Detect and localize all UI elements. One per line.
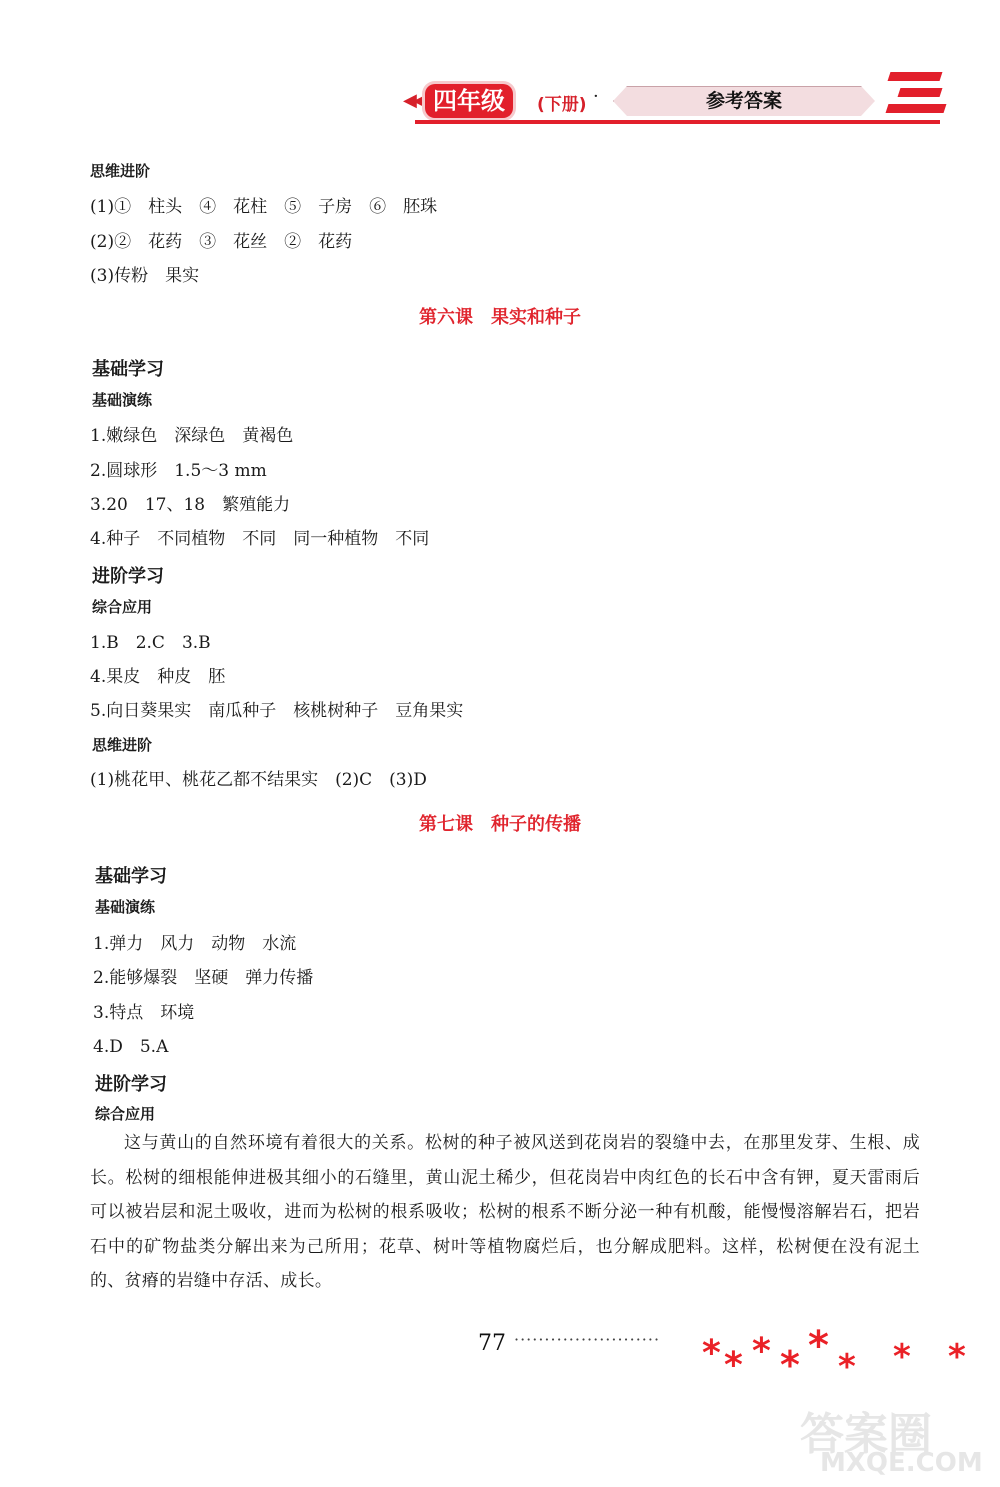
lesson-title: 第六课 果实和种子 — [419, 307, 581, 328]
double-arrow-icon: ◀◀ — [403, 90, 423, 111]
answer-line: 4.D 5.A — [93, 1037, 169, 1057]
answer-paragraph: 这与黄山的自然环境有着很大的关系。松树的种子被风送到花岗岩的裂缝中去，在那里发芽、生根、成长。松树的细根能伸进极其细小的石缝里，黄山泥土稀少，但花岗岩中肉红色的长石中含有钾，夏天雷雨后可以被岩层和泥土吸收，进而为松树的根系吸收；松树的根系不断分泌一种有机酸，能慢慢溶解岩石，把岩石中的矿物盐类分解出来为己所用；花草、树叶等植物腐烂后，也分解成肥料。这样，松树便在没有泥土的、贫瘠的岩缝中存活、成长。 — [90, 1133, 920, 1291]
section-heading: 进阶学习 — [92, 566, 164, 587]
answer-line: (1)桃花甲、桃花乙都不结果实 (2)C (3)D — [90, 770, 427, 790]
star-icon: * — [780, 1343, 800, 1387]
section-heading: 基础学习 — [95, 866, 167, 887]
answer-line: (3)传粉 果实 — [90, 266, 200, 286]
subsection-heading: 基础演练 — [95, 898, 156, 916]
watermark-url: MXQE.COM — [820, 1448, 983, 1478]
section-label: 参考答案 — [705, 90, 782, 112]
answer-line: 1.B 2.C 3.B — [90, 633, 211, 653]
header-rule — [415, 120, 940, 124]
answer-line: 2.圆球形 1.5～3 mm — [90, 461, 267, 481]
subsection-heading: 思维进阶 — [92, 736, 153, 754]
star-icon: * — [838, 1347, 856, 1387]
subsection-heading: 基础演练 — [92, 391, 153, 409]
answer-line: 4.果皮 种皮 胚 — [90, 667, 226, 687]
page-number: 77 — [478, 1331, 506, 1356]
answer-line: 4.种子 不同植物 不同 同一种植物 不同 — [90, 529, 430, 549]
answer-line: 2.能够爆裂 坚硬 弹力传播 — [93, 968, 314, 988]
separator-dot: · — [593, 86, 599, 107]
star-icon: * — [724, 1345, 743, 1386]
answer-line: (1)① 柱头 ④ 花柱 ⑤ 子房 ⑥ 胚珠 — [90, 197, 438, 217]
stripes-emblem-icon — [885, 72, 947, 116]
answer-line: (2)② 花药 ③ 花丝 ② 花药 — [90, 232, 353, 252]
page-header — [395, 80, 955, 130]
section-heading: 思维进阶 — [90, 162, 151, 180]
volume-label: (下册) — [537, 95, 587, 115]
answer-line: 3.20 17、18 繁殖能力 — [90, 495, 291, 515]
leader-dots: ························ — [514, 1330, 661, 1349]
star-icon: * — [752, 1331, 771, 1372]
grade-badge: 四年级 — [425, 84, 513, 118]
star-icon: * — [808, 1323, 829, 1369]
answer-line: 5.向日葵果实 南瓜种子 核桃树种子 豆角果实 — [90, 701, 464, 721]
section-heading: 进阶学习 — [95, 1074, 167, 1095]
answer-line: 1.嫩绿色 深绿色 黄褐色 — [90, 426, 294, 446]
subsection-heading: 综合应用 — [95, 1105, 156, 1123]
watermark-logo: 答案圈 — [800, 1409, 932, 1460]
subsection-heading: 综合应用 — [92, 598, 153, 616]
star-icon: * — [702, 1333, 721, 1374]
answer-line: 1.弹力 风力 动物 水流 — [93, 934, 297, 954]
section-heading: 基础学习 — [92, 359, 164, 380]
answer-line: 3.特点 环境 — [93, 1003, 195, 1023]
star-icon: * — [893, 1337, 911, 1377]
star-icon: * — [948, 1337, 966, 1377]
lesson-title: 第七课 种子的传播 — [419, 814, 581, 835]
